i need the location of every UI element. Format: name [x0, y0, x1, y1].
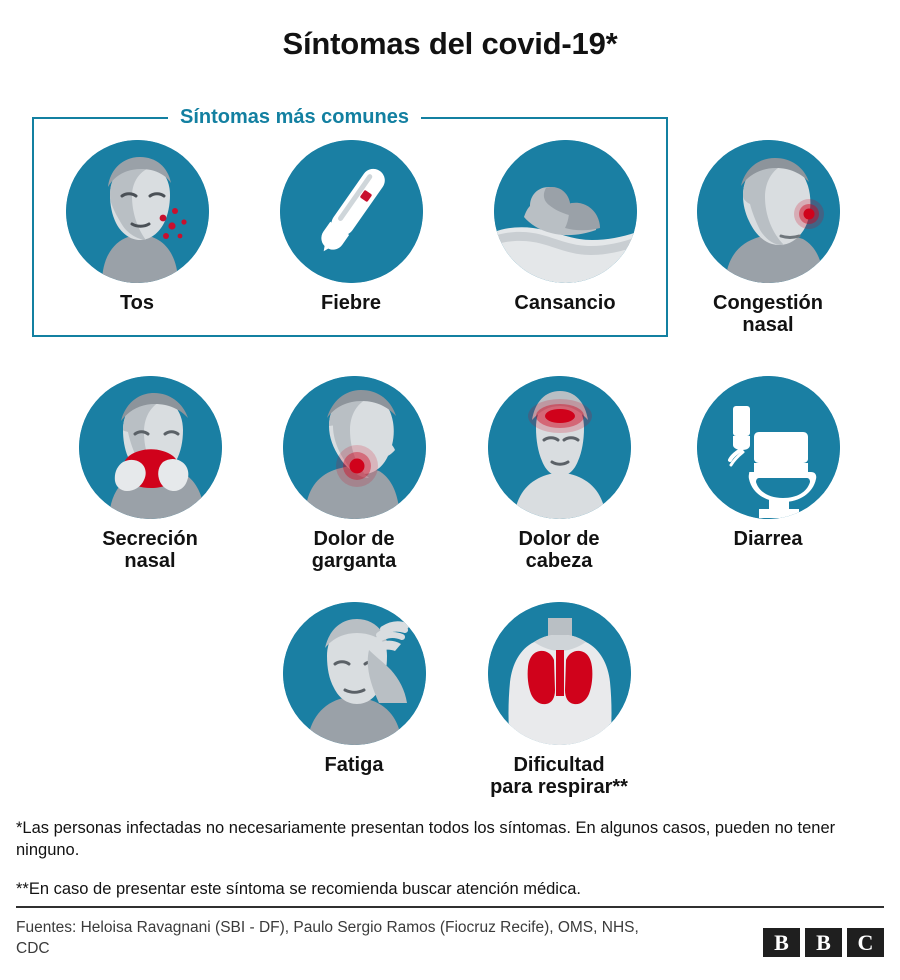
person-in-bed-icon — [494, 140, 637, 283]
thermometer-icon — [280, 140, 423, 283]
footnote-1: *Las personas infectadas no necesariamente presentan todos los síntomas. En algunos casos, pueden no tener ninguno. — [16, 819, 836, 859]
symptom-caption: Diarrea — [733, 528, 803, 550]
caption-line-2: garganta — [311, 550, 397, 573]
symptom-tos — [39, 140, 235, 314]
caption-line-2: para respirar** — [490, 776, 628, 799]
headache-icon — [488, 376, 631, 519]
symptom-caption: Tos — [119, 292, 155, 314]
symptom-cansancio — [467, 140, 663, 314]
blocked-nose-icon — [697, 140, 840, 283]
footnote-2: **En caso de presentar este síntoma se recomienda buscar atención médica. — [16, 879, 581, 898]
symptom-secrecion-nasal — [52, 376, 248, 573]
bbc-logo — [763, 928, 884, 957]
symptom-caption: Cansancio — [514, 292, 616, 314]
symptom-caption — [52, 528, 248, 573]
symptom-dificultad-respirar — [461, 602, 657, 799]
bbc-logo-block-1: B — [763, 928, 800, 957]
symptom-dolor-garganta — [256, 376, 452, 573]
bbc-logo-block-2: B — [805, 928, 842, 957]
tired-person-icon — [283, 602, 426, 745]
coughing-person-icon — [66, 140, 209, 283]
bbc-logo-block-3: C — [847, 928, 884, 957]
symptom-caption: Fatiga — [324, 754, 384, 776]
caption-line-1: Dificultad — [513, 754, 605, 776]
caption-line-1: Dolor de — [313, 528, 395, 550]
caption-line-2: nasal — [124, 550, 176, 573]
runny-nose-tissue-icon — [79, 376, 222, 519]
symptom-dolor-cabeza — [461, 376, 657, 573]
footnotes — [16, 818, 886, 901]
common-symptoms-label: Síntomas más comunes — [168, 106, 421, 129]
caption-line-2: nasal — [742, 314, 794, 337]
sources-text: Fuentes: Heloisa Ravagnani (SBI - DF), Paulo Sergio Ramos (Fiocruz Recife), OMS, NHS, CDC — [16, 919, 639, 957]
caption-line-2: cabeza — [525, 550, 593, 573]
symptom-congestion-nasal — [670, 140, 866, 337]
symptom-fatiga — [256, 602, 452, 776]
caption-line-1: Dolor de — [518, 528, 600, 550]
symptom-caption — [670, 292, 866, 337]
sore-throat-icon — [283, 376, 426, 519]
footer-divider — [16, 906, 884, 908]
caption-line-1: Secreción — [102, 528, 198, 550]
symptom-caption — [256, 528, 452, 573]
toilet-icon — [697, 376, 840, 519]
symptom-caption: Fiebre — [320, 292, 382, 314]
symptom-fiebre — [253, 140, 449, 314]
symptom-caption — [461, 528, 657, 573]
symptom-caption — [461, 754, 657, 799]
symptom-diarrea — [670, 376, 866, 550]
caption-line-1: Congestión — [713, 292, 823, 314]
lungs-breathing-icon — [488, 602, 631, 745]
page-title: Síntomas del covid-19* — [282, 26, 618, 61]
